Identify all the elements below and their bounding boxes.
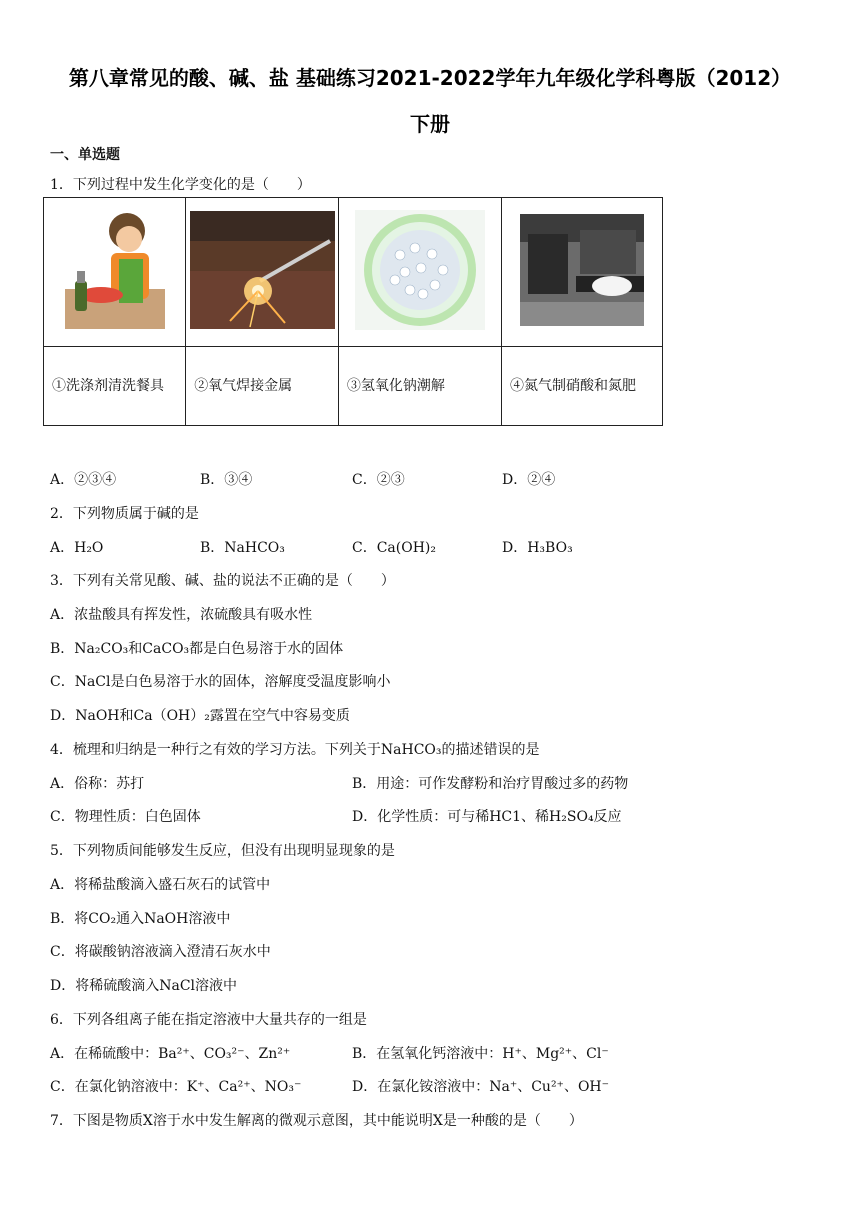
q2-option-d[interactable]: D．H₃BO₃ xyxy=(502,540,573,556)
doc-title-line2: 下册 xyxy=(410,112,450,136)
q5-option-a[interactable]: A．将稀盐酸滴入盛石灰石的试管中 xyxy=(50,877,271,893)
q5-option-c[interactable]: C．将碳酸钠溶液滴入澄清石灰水中 xyxy=(50,944,271,960)
q1-label-2: ②氧气焊接金属 xyxy=(186,347,339,426)
section-heading: 一、单选题 xyxy=(50,147,120,163)
q6-option-d[interactable]: D．在氯化铵溶液中：Na⁺、Cu²⁺、OH⁻ xyxy=(352,1079,610,1095)
q6-option-b[interactable]: B．在氢氧化钙溶液中：H⁺、Mg²⁺、Cl⁻ xyxy=(352,1046,609,1062)
q2-option-a[interactable]: A．H₂O xyxy=(50,540,104,556)
q1-label-1: ①洗涤剂清洗餐具 xyxy=(44,347,186,426)
q1-cell-image-2 xyxy=(186,198,339,347)
q7-stem: 7．下图是物质X溶于水中发生解离的微观示意图，其中能说明X是一种酸的是（ ） xyxy=(50,1113,583,1129)
q2-option-b[interactable]: B．NaHCO₃ xyxy=(200,540,285,556)
q4-option-a[interactable]: A．俗称：苏打 xyxy=(50,776,145,792)
q4-stem: 4．梳理和归纳是一种行之有效的学习方法。下列关于NaHCO₃的描述错误的是 xyxy=(50,742,540,758)
q3-option-c[interactable]: C．NaCl是白色易溶于水的固体，溶解度受温度影响小 xyxy=(50,674,391,690)
q3-option-a[interactable]: A．浓盐酸具有挥发性，浓硫酸具有吸水性 xyxy=(50,607,313,623)
q3-option-d[interactable]: D．NaOH和Ca（OH）₂露置在空气中容易变质 xyxy=(50,708,350,724)
q4-option-b[interactable]: B．用途：可作发酵粉和治疗胃酸过多的药物 xyxy=(352,776,629,792)
q4-option-c[interactable]: C．物理性质：白色固体 xyxy=(50,809,201,825)
q6-option-a[interactable]: A．在稀硫酸中：Ba²⁺、CO₃²⁻、Zn²⁺ xyxy=(50,1046,291,1062)
fertilizer-factory-photo xyxy=(520,214,644,326)
q1-option-a[interactable]: A．②③④ xyxy=(50,472,117,488)
q1-option-d[interactable]: D．②④ xyxy=(502,472,556,488)
q6-option-c[interactable]: C．在氯化钠溶液中：K⁺、Ca²⁺、NO₃⁻ xyxy=(50,1079,302,1095)
q3-option-b[interactable]: B．Na₂CO₃和CaCO₃都是白色易溶于水的固体 xyxy=(50,641,344,657)
q1-image-table xyxy=(43,197,663,426)
q1-cell-image-3 xyxy=(338,198,501,347)
q1-cell-image-4 xyxy=(501,198,662,347)
dishwashing-illustration xyxy=(65,211,165,329)
q1-cell-image-1 xyxy=(44,198,186,347)
q1-stem: 1．下列过程中发生化学变化的是（ ） xyxy=(50,177,311,193)
naoh-deliquescence-photo xyxy=(355,210,485,330)
q6-stem: 6．下列各组离子能在指定溶液中大量共存的一组是 xyxy=(50,1012,367,1028)
q1-label-3: ③氢氧化钠潮解 xyxy=(338,347,501,426)
q4-option-d[interactable]: D．化学性质：可与稀HC1、稀H₂SO₄反应 xyxy=(352,809,622,825)
doc-title-line1: 第八章常见的酸、碱、盐 基础练习2021-2022学年九年级化学科粤版（2012） xyxy=(68,66,792,90)
q5-option-b[interactable]: B．将CO₂通入NaOH溶液中 xyxy=(50,911,231,927)
welding-photo xyxy=(190,211,335,329)
q1-option-b[interactable]: B．③④ xyxy=(200,472,253,488)
q1-label-4: ④氮气制硝酸和氮肥 xyxy=(501,347,662,426)
q2-stem: 2．下列物质属于碱的是 xyxy=(50,506,199,522)
q2-option-c[interactable]: C．Ca(OH)₂ xyxy=(352,540,436,556)
q3-stem: 3．下列有关常见酸、碱、盐的说法不正确的是（ ） xyxy=(50,573,395,589)
q1-option-c[interactable]: C．②③ xyxy=(352,472,405,488)
q5-stem: 5．下列物质间能够发生反应，但没有出现明显现象的是 xyxy=(50,843,395,859)
q5-option-d[interactable]: D．将稀硫酸滴入NaCl溶液中 xyxy=(50,978,238,994)
